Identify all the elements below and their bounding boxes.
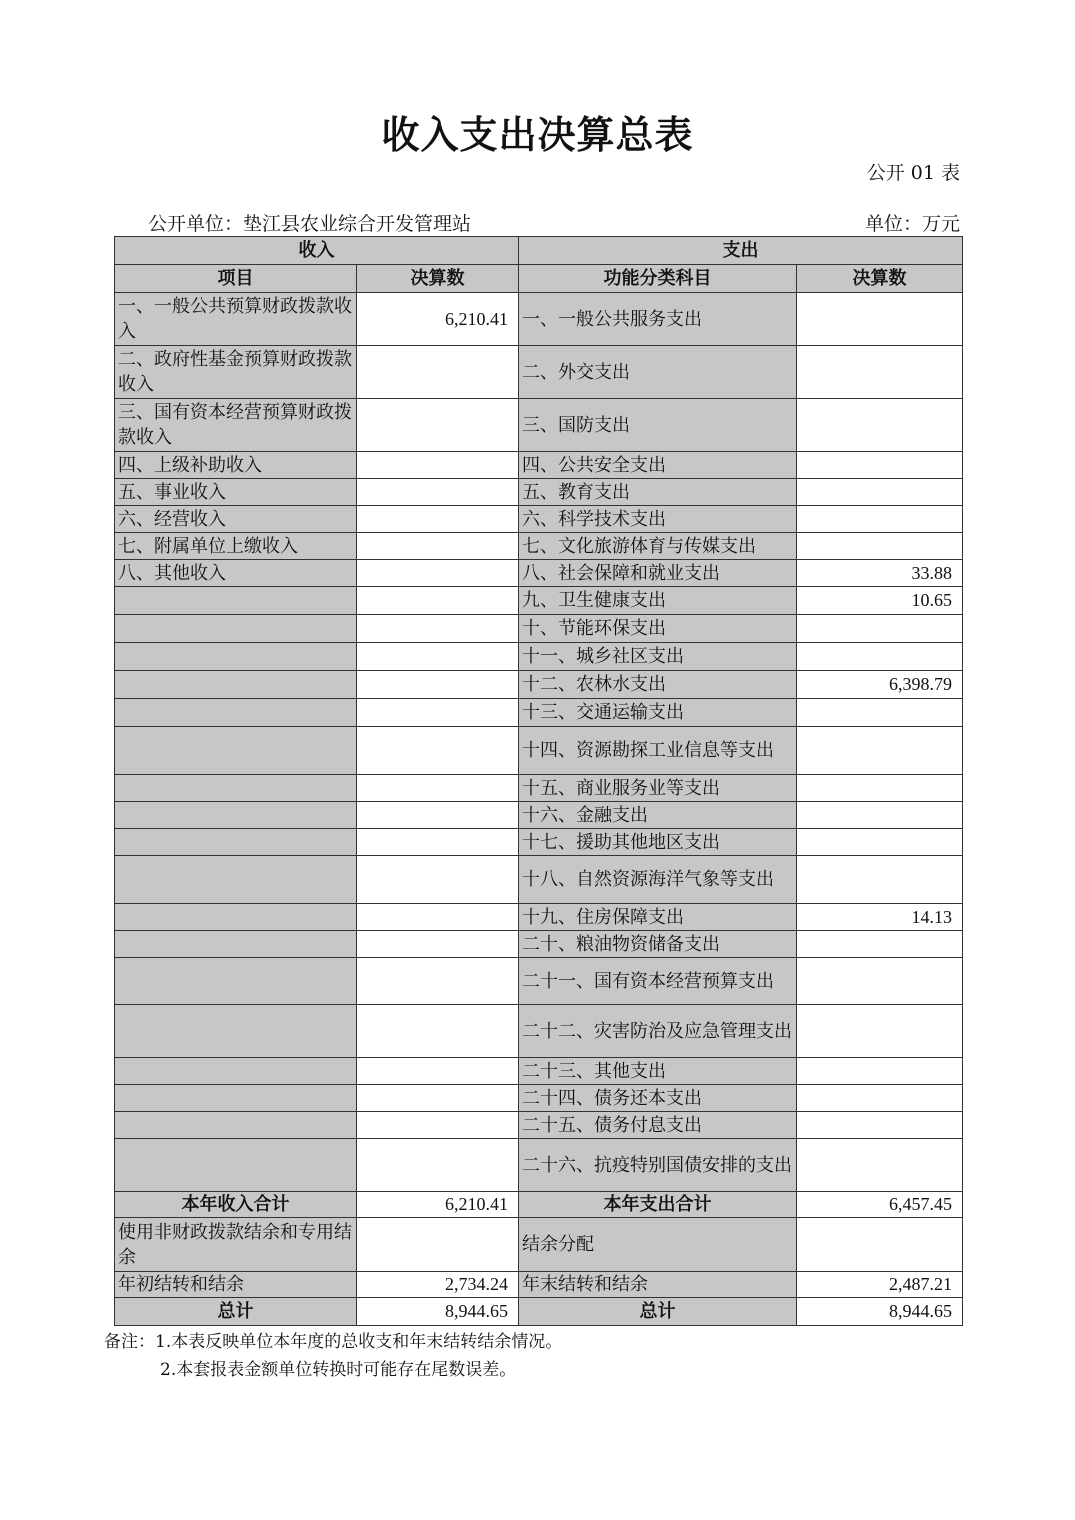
expense-item: 三、国防支出 (519, 399, 797, 452)
table-row (115, 1112, 963, 1139)
income-item (115, 1139, 357, 1192)
expense-item: 十二、农林水支出 (519, 671, 797, 699)
income-item: 五、事业收入 (115, 479, 357, 506)
year-total-row (115, 1192, 963, 1218)
expense-item: 二十一、国有资本经营预算支出 (519, 958, 797, 1005)
income-amount (357, 699, 519, 727)
income-amount (357, 802, 519, 829)
income-item (115, 775, 357, 802)
table-row (115, 399, 963, 452)
header-row-1 (115, 237, 963, 265)
expense-amount (797, 775, 963, 802)
income-amount (357, 587, 519, 615)
expense-item: 二十五、债务付息支出 (519, 1112, 797, 1139)
expense-item: 七、文化旅游体育与传媒支出 (519, 533, 797, 560)
income-item (115, 1005, 357, 1058)
expense-amount (797, 1058, 963, 1085)
expense-item: 十四、资源勘探工业信息等支出 (519, 727, 797, 775)
reporting-unit: 公开单位：垫江县农业综合开发管理站 (148, 213, 472, 235)
page-title: 收入支出决算总表 (381, 112, 694, 157)
income-item (115, 671, 357, 699)
income-amount (357, 829, 519, 856)
table-row (115, 587, 963, 615)
table-row (115, 1005, 963, 1058)
income-item: 四、上级补助收入 (115, 452, 357, 479)
expense-item: 十一、城乡社区支出 (519, 643, 797, 671)
expense-item: 二十二、灾害防治及应急管理支出 (519, 1005, 797, 1058)
note-2: 2.本套报表金额单位转换时可能存在尾数误差。 (160, 1360, 517, 1380)
income-item (115, 931, 357, 958)
income-amount (357, 856, 519, 904)
expense-amount (797, 829, 963, 856)
table-row (115, 904, 963, 931)
expense-amount (797, 506, 963, 533)
income-item (115, 587, 357, 615)
income-item: 七、附属单位上缴收入 (115, 533, 357, 560)
income-item (115, 958, 357, 1005)
table-row (115, 958, 963, 1005)
income-amount (357, 775, 519, 802)
income-amount (357, 1085, 519, 1112)
income-item: 二、政府性基金预算财政拨款收入 (115, 346, 357, 399)
income-amount (357, 643, 519, 671)
expense-amount: 33.88 (797, 560, 963, 587)
currency-unit: 单位：万元 (864, 213, 960, 235)
year-income-amount: 6,210.41 (357, 1192, 519, 1218)
income-amount (357, 671, 519, 699)
income-item (115, 727, 357, 775)
table-row (115, 802, 963, 829)
table-row (115, 931, 963, 958)
table-row (115, 856, 963, 904)
expense-amount (797, 958, 963, 1005)
expense-item: 十、节能环保支出 (519, 615, 797, 643)
expense-amount (797, 1112, 963, 1139)
expense-item: 二十三、其他支出 (519, 1058, 797, 1085)
table-row (115, 293, 963, 346)
table-number: 公开 01 表 (866, 162, 960, 184)
table-row (115, 643, 963, 671)
expense-amount (797, 727, 963, 775)
expense-amount (797, 1085, 963, 1112)
income-amount (357, 399, 519, 452)
expense-item: 十九、住房保障支出 (519, 904, 797, 931)
expense-item: 九、卫生健康支出 (519, 587, 797, 615)
table-row (115, 615, 963, 643)
begin-label: 年初结转和结余 (115, 1272, 357, 1298)
expense-amount (797, 1139, 963, 1192)
income-amount (357, 1058, 519, 1085)
income-amount (357, 904, 519, 931)
income-item (115, 1085, 357, 1112)
income-item (115, 856, 357, 904)
expense-amount (797, 293, 963, 346)
income-amount (357, 560, 519, 587)
income-amount (357, 1005, 519, 1058)
income-amount: 6,210.41 (357, 293, 519, 346)
year-expense-label: 本年支出合计 (519, 1192, 797, 1218)
expense-item: 十三、交通运输支出 (519, 699, 797, 727)
income-amount (357, 1139, 519, 1192)
nonfiscal-row (115, 1218, 963, 1272)
expense-item: 二、外交支出 (519, 346, 797, 399)
grand-total-row (115, 1298, 963, 1326)
income-amount (357, 615, 519, 643)
income-amount (357, 479, 519, 506)
expense-item: 十六、金融支出 (519, 802, 797, 829)
income-item (115, 643, 357, 671)
income-item: 六、经营收入 (115, 506, 357, 533)
expense-item: 十八、自然资源海洋气象等支出 (519, 856, 797, 904)
item-header: 项目 (115, 265, 357, 293)
income-amount (357, 533, 519, 560)
grand-expense-amount: 8,944.65 (797, 1298, 963, 1326)
expense-item: 四、公共安全支出 (519, 452, 797, 479)
expense-amount (797, 856, 963, 904)
expense-amount (797, 533, 963, 560)
table-row (115, 479, 963, 506)
income-amount (357, 452, 519, 479)
expense-item: 十七、援助其他地区支出 (519, 829, 797, 856)
nonfiscal-amount (357, 1218, 519, 1272)
income-expense-table (114, 236, 963, 1326)
table-row (115, 346, 963, 399)
income-item: 一、一般公共预算财政拨款收入 (115, 293, 357, 346)
expense-amount (797, 643, 963, 671)
expense-item: 八、社会保障和就业支出 (519, 560, 797, 587)
grand-expense-label: 总计 (519, 1298, 797, 1326)
surplus-alloc-label: 结余分配 (519, 1218, 797, 1272)
note-1: 备注：1.本表反映单位本年度的总收支和年末结转结余情况。 (104, 1332, 563, 1352)
end-label: 年末结转和结余 (519, 1272, 797, 1298)
expense-amount (797, 699, 963, 727)
grand-income-amount: 8,944.65 (357, 1298, 519, 1326)
expense-amount (797, 346, 963, 399)
income-amount (357, 958, 519, 1005)
expense-item: 二十、粮油物资储备支出 (519, 931, 797, 958)
income-amount (357, 727, 519, 775)
amount-header: 决算数 (357, 265, 519, 293)
expense-item: 六、科学技术支出 (519, 506, 797, 533)
table-row (115, 533, 963, 560)
table-row (115, 699, 963, 727)
income-item (115, 699, 357, 727)
expense-amount: 14.13 (797, 904, 963, 931)
expense-amount (797, 399, 963, 452)
expense-header: 支出 (519, 237, 963, 265)
table-row (115, 1058, 963, 1085)
table-row (115, 727, 963, 775)
carryover-row (115, 1272, 963, 1298)
expense-amount (797, 931, 963, 958)
expense-amount: 6,398.79 (797, 671, 963, 699)
table-row (115, 829, 963, 856)
table-row (115, 1085, 963, 1112)
income-header: 收入 (115, 237, 519, 265)
expense-amount (797, 1005, 963, 1058)
expense-amount (797, 802, 963, 829)
expense-item: 二十六、抗疫特别国债安排的支出 (519, 1139, 797, 1192)
grand-income-label: 总计 (115, 1298, 357, 1326)
table-row (115, 671, 963, 699)
income-amount (357, 346, 519, 399)
expense-item: 二十四、债务还本支出 (519, 1085, 797, 1112)
table-row (115, 560, 963, 587)
year-income-label: 本年收入合计 (115, 1192, 357, 1218)
table-row (115, 1139, 963, 1192)
expense-amount: 10.65 (797, 587, 963, 615)
nonfiscal-label: 使用非财政拨款结余和专用结余 (115, 1218, 357, 1272)
income-item (115, 904, 357, 931)
expense-amount (797, 479, 963, 506)
income-item: 三、国有资本经营预算财政拨款收入 (115, 399, 357, 452)
table-row (115, 452, 963, 479)
income-amount (357, 1112, 519, 1139)
table-row (115, 506, 963, 533)
table-row (115, 775, 963, 802)
amount2-header: 决算数 (797, 265, 963, 293)
expense-amount (797, 615, 963, 643)
end-amount: 2,487.21 (797, 1272, 963, 1298)
income-item (115, 615, 357, 643)
income-amount (357, 931, 519, 958)
begin-amount: 2,734.24 (357, 1272, 519, 1298)
income-item: 八、其他收入 (115, 560, 357, 587)
income-item (115, 1058, 357, 1085)
income-item (115, 802, 357, 829)
func-item-header: 功能分类科目 (519, 265, 797, 293)
year-expense-amount: 6,457.45 (797, 1192, 963, 1218)
expense-amount (797, 452, 963, 479)
income-item (115, 1112, 357, 1139)
income-item (115, 829, 357, 856)
notes (104, 1328, 562, 1384)
header-row-2 (115, 265, 963, 293)
income-amount (357, 506, 519, 533)
expense-item: 十五、商业服务业等支出 (519, 775, 797, 802)
surplus-alloc-amount (797, 1218, 963, 1272)
expense-item: 五、教育支出 (519, 479, 797, 506)
expense-item: 一、一般公共服务支出 (519, 293, 797, 346)
